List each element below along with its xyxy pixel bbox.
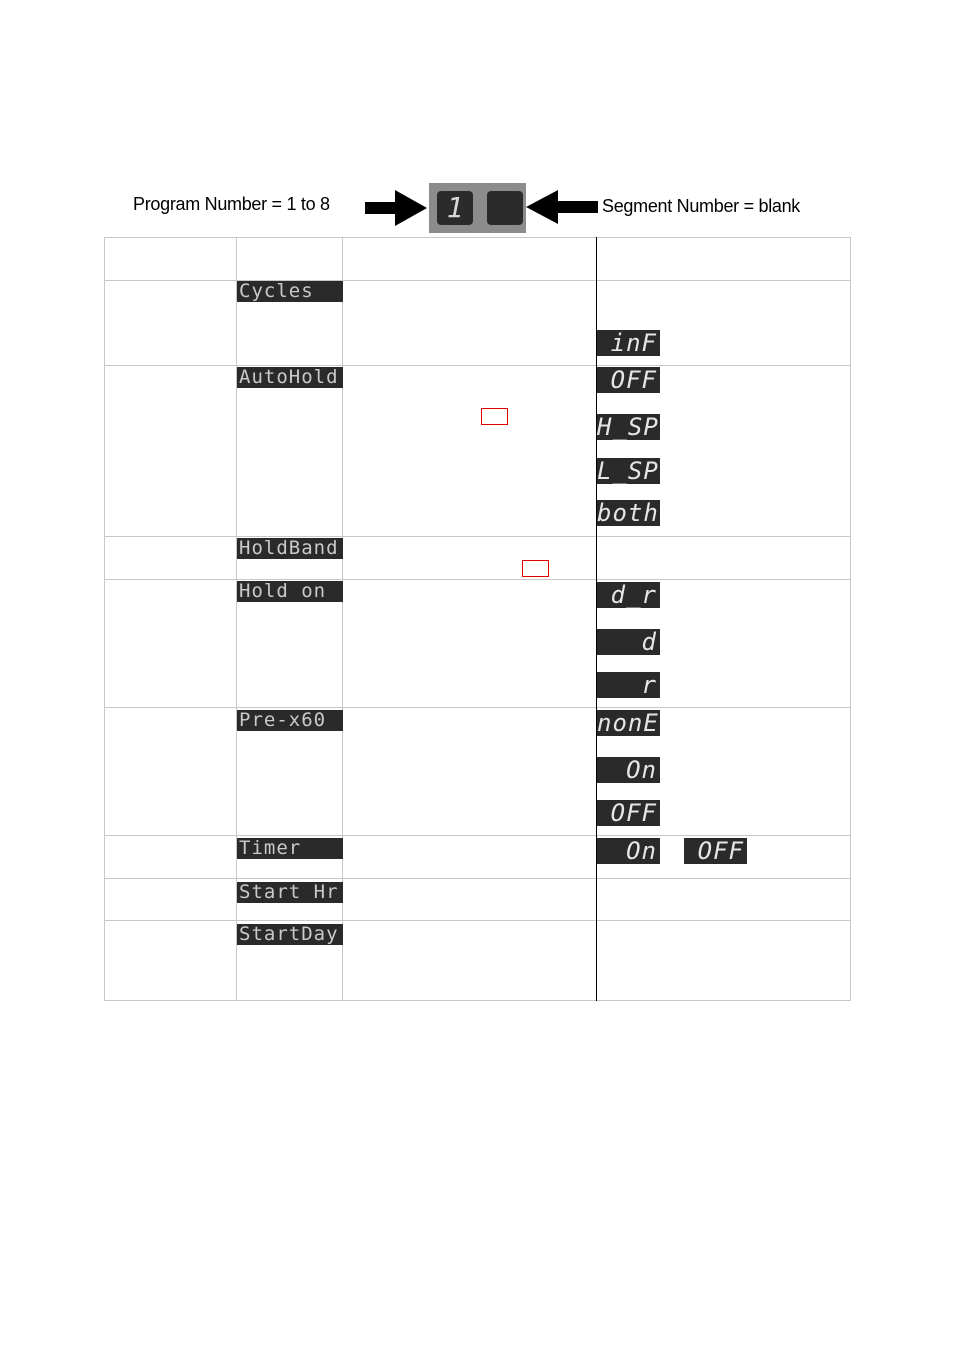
param-display-holdband: HoldBand [237, 538, 343, 559]
table-border-top [104, 237, 851, 238]
option-display-inf: inF [597, 330, 660, 356]
program-segment-display [429, 183, 526, 233]
option-display-h-sp: H_SP [597, 414, 659, 440]
arrow-left-icon [526, 190, 598, 224]
param-display-autohold: AutoHold [237, 367, 343, 388]
segment-digit [487, 191, 523, 225]
table-row-divider [104, 920, 851, 921]
program-number-label: Program Number = 1 to 8 [133, 194, 330, 214]
param-display-pre-x60: Pre-x60 [237, 710, 343, 731]
param-display-timer: Timer [237, 838, 343, 859]
option-display-off: OFF [597, 367, 660, 393]
param-display-hold-on: Hold on [237, 581, 343, 602]
table-row-divider [104, 280, 851, 281]
option-display-none: nonE [597, 710, 659, 736]
option-display-on: On [597, 757, 660, 783]
segment-number-label: Segment Number = blank [602, 196, 801, 216]
table-row-divider [104, 365, 851, 366]
option-display-off: OFF [597, 800, 660, 826]
table-row-divider [104, 707, 851, 708]
param-display-cycles: Cycles [237, 281, 343, 302]
table-row-divider [104, 835, 851, 836]
param-display-startday: StartDay [237, 924, 343, 945]
red-marker-box [522, 560, 549, 577]
option-display-off: OFF [684, 838, 747, 864]
option-display-l-sp: L_SP [597, 458, 659, 484]
option-display-d: d [597, 629, 660, 655]
option-display-on: On [597, 838, 660, 864]
option-display-both: both [597, 500, 659, 526]
table-border-right [850, 237, 851, 1001]
arrow-right-icon [365, 190, 427, 226]
table-border-bottom [104, 1000, 851, 1001]
param-display-start-hr: Start Hr [237, 882, 343, 903]
red-marker-box [481, 408, 508, 425]
table-row-divider [104, 579, 851, 580]
program-digit: 1 [437, 191, 473, 225]
option-display-d-r: d_r [597, 582, 660, 608]
table-row-divider [104, 878, 851, 879]
table-border-left [104, 237, 105, 1001]
option-display-r: r [597, 672, 660, 698]
table-row-divider [104, 536, 851, 537]
